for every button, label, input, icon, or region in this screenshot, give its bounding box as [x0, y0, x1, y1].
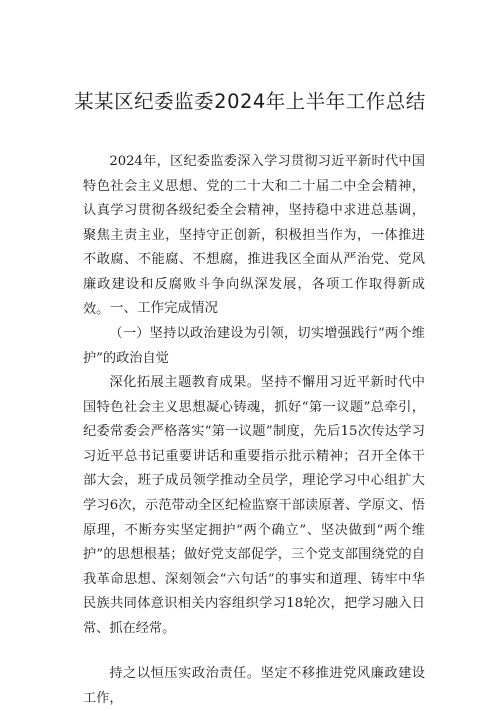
intro-paragraph: 2024年，区纪委监委深入学习贯彻习近平新时代中国特色社会主义思想、党的二十大和二十届二中全会精神，认真学习贯彻各级纪委全会精神，坚持稳中求进总基调，聚焦主责主业，坚持守正创新，积极担当作为，一体推进不敢腐、不能腐、不想腐，推进我区全面从严治党、党风廉政建设和反腐败斗争向纵深发展，各项工作取得新成效。 — [83, 154, 425, 317]
paragraph-theme-education: 深化拓展主题教育成果。坚持不懈用习近平新时代中国特色社会主义思想凝心铸魂，抓好“第一议题”总牵引，纪委常委会严格落实“第一议题”制度，先后15次传达学习习近平总书记重要讲话和重要指示批示精神；召开全体干部大会，班子成员领学推动全员学，理论学习中心组扩大学习6次，示范带动全区纪检监察干部读原著、学原文、悟原理，不断夯实坚定拥护“两个确立”、坚决做到“两个维护”的思想根基；做好党支部促学，三个党支部围绕党的自我革命思想、深刻领会“六句话”的事实和道理、铸牢中华民族共同体意识相关内容组织学习18轮次，把学习融入日常、抓在经常。 — [83, 375, 425, 636]
subsection-heading-political-construction: （一）坚持以政治建设为引领，切实增强践行“两个维护”的政治自觉 — [83, 326, 425, 366]
document-title: 某某区纪委监委2024年上半年工作总结 — [74, 90, 426, 113]
section-heading-work-completion: 一、工作完成情况 — [110, 300, 218, 316]
paragraph-political-duty: 持之以恒压实政治责任。坚定不移推进党风廉政建设工作， — [83, 666, 425, 706]
